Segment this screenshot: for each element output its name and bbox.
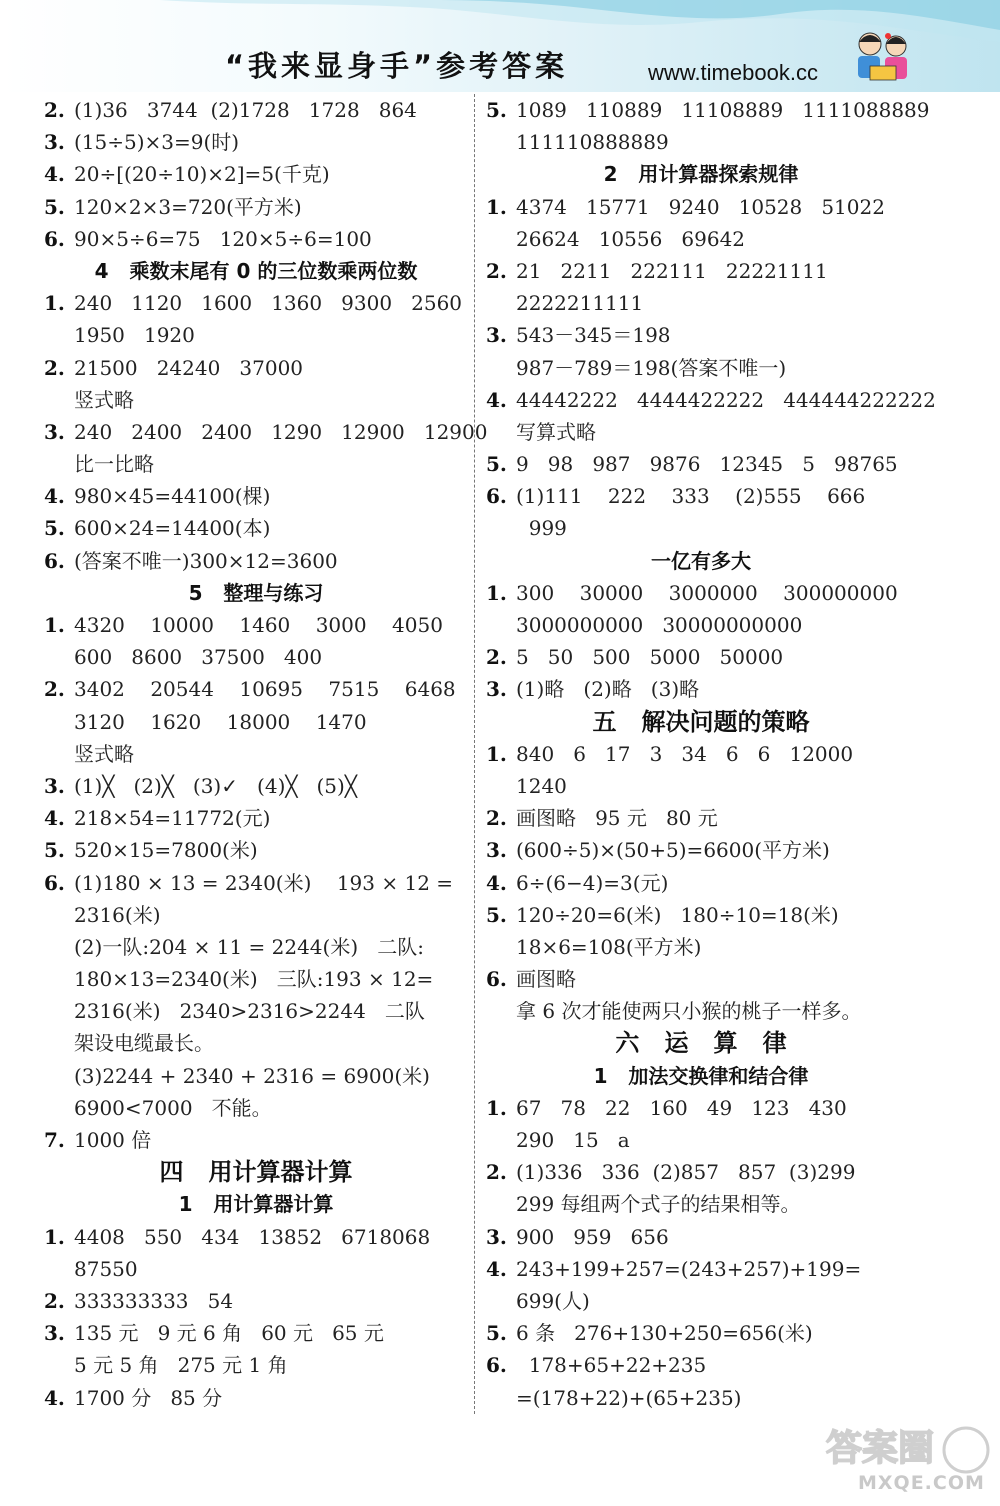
item-text: 画图略 [516,967,576,992]
item-text: 9 98 987 9876 12345 5 98765 [516,452,898,477]
item-text: 900 959 656 [516,1224,669,1249]
item-number: 5. [44,194,65,219]
item-text: (15÷5)×3=9(时) [74,130,240,155]
answer-continuation: 2316(米) 2340>2316>2244 二队 [74,999,425,1024]
answer-continuation: 18×6=108(平方米) [516,934,702,959]
answer-continuation: 竖式略 [74,387,134,412]
answer-item [44,126,468,158]
item-text: 240 2400 2400 1290 12900 12900 [74,419,488,444]
item-text: 243+199+257=(243+257)+199= [516,1256,862,1281]
item-text: 178+65+22+235 [516,1353,707,1378]
answer-continuation: (2)一队:204 × 11 = 2244(米) 二队: [74,934,424,959]
item-text: 1000 倍 [74,1128,152,1152]
item-number: 3. [44,1321,65,1346]
item-number: 2. [486,258,507,283]
item-number: 2. [486,1160,507,1185]
subsection-heading: 2 用计算器探索规律 [603,162,799,187]
item-number: 3. [44,130,65,155]
answer-item [486,191,916,223]
answer-item [486,448,916,480]
page-title: “我来显身手”参考答案 [225,49,569,83]
answer-item [486,255,916,287]
item-number: 4. [44,484,65,509]
page-header [0,0,1000,92]
item-number: 1. [44,1224,65,1249]
item-number: 4. [486,870,507,895]
item-number: 4. [44,806,65,831]
item-number: 4. [44,162,65,187]
item-number: 2. [486,645,507,670]
item-text: (答案不唯一)300×12=3600 [74,548,338,573]
item-text: 21500 24240 37000 [74,355,304,380]
answer-continuation: 111110888889 [516,130,669,155]
answer-item [44,1124,468,1156]
item-text: 44442222 4444422222 444444222222 [516,387,936,412]
answer-continuation: =(178+22)+(65+235) [516,1385,742,1410]
item-text: 1089 110889 11108889 1111088889 [516,98,930,122]
item-number: 1. [44,613,65,637]
answer-continuation: 6900<7000 不能。 [74,1095,272,1120]
answer-item [44,867,468,899]
item-number: 4. [44,1385,65,1410]
answer-continuation: 1240 [516,773,567,798]
item-text: 333333333 54 [74,1288,234,1313]
answer-continuation: 3000000000 30000000000 [516,613,803,637]
item-text: 980×45=44100(棵) [74,484,271,509]
answer-item [44,673,468,705]
answer-item [486,1317,916,1349]
answer-item [486,577,916,609]
item-text: 520×15=7800(米) [74,838,258,863]
item-number: 1. [44,291,65,316]
item-number: 6. [486,1353,507,1378]
item-number: 4. [486,387,507,412]
answer-item [44,1317,468,1349]
item-text: (1)180 × 13 = 2340(米) 193 × 12 = [74,870,454,895]
item-text: 6÷(6−4)=3(元) [516,870,669,895]
item-number: 3. [486,838,507,863]
item-number: 1. [486,741,507,766]
answer-item [486,641,916,673]
answer-item [44,1382,468,1414]
answer-continuation: 比一比略 [74,452,154,477]
item-text: 21 2211 222111 22221111 [516,258,828,283]
answer-item [44,158,468,190]
answer-continuation: 699(人) [516,1288,590,1313]
item-text: 20÷[(20÷10)×2]=5(千克) [74,162,330,187]
item-number: 5. [486,1321,507,1346]
item-text: (1)111 222 333 (2)555 666 [516,484,866,509]
section-heading: 六 运 算 律 [615,1029,787,1058]
item-number: 3. [486,323,507,348]
item-number: 5. [486,98,507,122]
answer-item [44,94,468,126]
answer-continuation: 999 [516,516,567,541]
answer-continuation: 5 元 5 角 275 元 1 角 [74,1353,288,1378]
item-text: 画图略 95 元 80 元 [516,806,718,831]
item-text: 300 30000 3000000 300000000 [516,580,898,605]
item-number: 2. [44,355,65,380]
item-text: 240 1120 1600 1360 9300 2560 [74,291,463,316]
answer-continuation: 3120 1620 18000 1470 [74,709,367,734]
item-text: (600÷5)×(50+5)=6600(平方米) [516,838,830,863]
answer-item [44,1221,468,1253]
answer-item [486,738,916,770]
answer-continuation: 2316(米) [74,902,161,927]
item-number: 5. [44,838,65,863]
item-number: 4. [486,1256,507,1281]
item-text: 543－345＝198 [516,323,671,348]
item-text: 135 元 9 元 6 角 60 元 65 元 [74,1321,384,1346]
item-number: 3. [486,677,507,702]
item-number: 3. [44,419,65,444]
item-number: 2. [44,98,65,122]
answer-item [486,1349,916,1381]
answer-item [486,1221,916,1253]
answer-item [486,802,916,834]
item-number: 2. [44,1288,65,1313]
answer-continuation: 2222211111 [516,291,644,316]
item-number: 5. [44,516,65,541]
answer-item [44,512,468,544]
answer-item [486,94,930,126]
item-number: 1. [486,194,507,219]
item-number: 1. [486,1095,507,1120]
answer-item [486,319,916,351]
answer-continuation: 600 8600 37500 400 [74,645,323,670]
item-number: 6. [486,484,507,509]
answer-item [44,1285,468,1317]
answer-item [44,770,468,802]
answer-item [44,480,468,512]
item-text: (1)336 336 (2)857 857 (3)299 [516,1160,856,1185]
site-url: www.timebook.cc [648,60,818,85]
answer-continuation: 1950 1920 [74,323,195,348]
answer-continuation: 写算式略 [516,419,596,444]
item-text: 4408 550 434 13852 6718068 [74,1224,431,1249]
answer-item [44,545,468,577]
item-number: 6. [44,226,65,251]
section-heading: 五 解决问题的策略 [592,707,810,736]
answer-item [44,223,468,255]
answer-continuation: 架设电缆最长。 [74,1031,214,1056]
item-number: 5. [486,902,507,927]
item-number: 5. [486,452,507,477]
subsection-heading: 1 用计算器计算 [178,1192,334,1217]
answer-continuation: 26624 10556 69642 [516,226,746,251]
answer-item [486,899,916,931]
answer-item [44,416,488,448]
subsection-heading: 一亿有多大 [651,548,751,573]
item-number: 2. [486,806,507,831]
item-text: 840 6 17 3 34 6 6 12000 [516,741,854,766]
item-text: 120×2×3=720(平方米) [74,194,302,219]
item-number: 3. [486,1224,507,1249]
answer-continuation: 竖式略 [74,741,134,766]
item-number: 1. [486,580,507,605]
column-divider [474,94,475,1414]
watermark-text: MXQE.COM [858,1472,985,1494]
item-number: 6. [486,967,507,992]
item-text: (1)36 3744 (2)1728 1728 864 [74,98,417,122]
answer-item [44,609,468,641]
item-text: 5 50 500 5000 50000 [516,645,784,670]
watermark-mark: 答案圈 [826,1428,935,1469]
item-text: 218×54=11772(元) [74,806,271,831]
answer-item [44,191,468,223]
answer-item [44,834,468,866]
answer-item [486,867,916,899]
answer-item [44,352,468,384]
children-reading-illustration [848,28,918,88]
section-heading: 四 用计算器计算 [159,1158,353,1187]
item-text: 6 条 276+130+250=656(米) [516,1321,813,1346]
answer-item [486,1092,916,1124]
item-text: (1)略 (2)略 (3)略 [516,677,700,702]
left-column [44,94,488,1414]
answer-item [486,1253,916,1285]
subsection-heading: 5 整理与练习 [188,580,324,605]
answer-continuation: 87550 [74,1256,138,1281]
item-text: 120÷20=6(米) 180÷10=18(米) [516,902,839,927]
item-text: 67 78 22 160 49 123 430 [516,1095,847,1120]
answer-item [486,384,936,416]
item-text: (1)╳ (2)╳ (3)✓ (4)╳ (5)╳ [74,773,357,798]
answer-item [44,802,468,834]
item-text: 4374 15771 9240 10528 51022 [516,194,885,219]
answer-item [486,834,916,866]
item-text: 1700 分 85 分 [74,1385,223,1410]
subsection-heading: 1 加法交换律和结合律 [593,1063,809,1088]
item-text: 3402 20544 10695 7515 6468 [74,677,456,702]
answer-item [486,673,916,705]
answer-continuation: 987－789＝198(答案不唯一) [516,355,787,380]
answer-item [486,963,916,995]
answer-item [44,287,468,319]
answer-continuation: 290 15 a [516,1128,630,1152]
answer-item [486,480,916,512]
answer-item [486,1156,916,1188]
item-number: 3. [44,773,65,798]
right-column [486,94,936,1414]
answer-continuation: (3)2244 + 2340 + 2316 = 6900(米) [74,1063,430,1088]
item-text: 90×5÷6=75 120×5÷6=100 [74,226,372,251]
item-number: 6. [44,870,65,895]
subsection-heading: 4 乘数末尾有 0 的三位数乘两位数 [94,258,418,283]
item-number: 2. [44,677,65,702]
answer-continuation: 拿 6 次才能使两只小猴的桃子一样多。 [516,999,862,1024]
item-text: 4320 10000 1460 3000 4050 [74,613,443,637]
answer-continuation: 299 每组两个式子的结果相等。 [516,1192,801,1217]
item-number: 7. [44,1128,65,1152]
item-text: 600×24=14400(本) [74,516,271,541]
item-number: 6. [44,548,65,573]
answer-continuation: 180×13=2340(米) 三队:193 × 12= [74,967,434,992]
